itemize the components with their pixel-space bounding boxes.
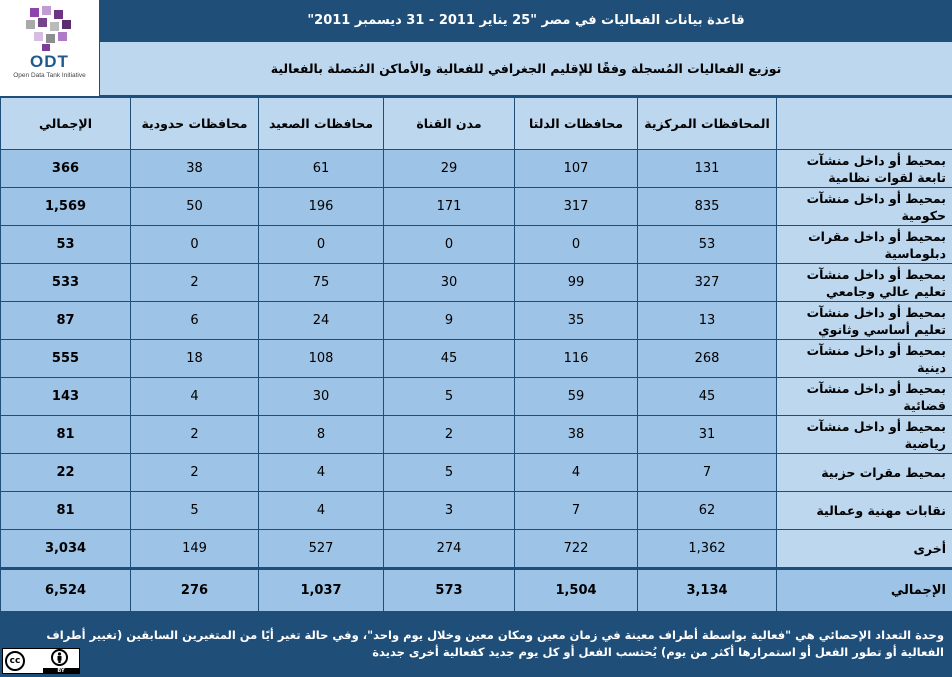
logo-subtitle: Open Data Tank Initiative [13, 72, 86, 79]
table-cell: 29 [384, 150, 515, 188]
table-cell: 2 [384, 416, 515, 454]
table-cell: 18 [131, 340, 259, 378]
events-table [0, 97, 952, 612]
table-cell: 2 [131, 416, 259, 454]
table-cell: 62 [638, 492, 777, 530]
table-cell: 61 [259, 150, 384, 188]
total-cell: 6,524 [1, 569, 131, 612]
table-cell: 116 [515, 340, 638, 378]
table-cell: 24 [259, 302, 384, 340]
table-row [1, 530, 952, 569]
row-label: بمحيط أو داخل منشآت حكومية [777, 188, 952, 226]
row-total-cell: 1,569 [1, 188, 131, 226]
table-cell: 0 [259, 226, 384, 264]
table-row [1, 416, 952, 454]
row-label: بمحيط أو داخل منشآت تابعة لقوات نظامية [777, 150, 952, 188]
table-cell: 2 [131, 264, 259, 302]
column-header: الإجمالي [1, 98, 131, 150]
odt-cubes-icon [22, 4, 77, 52]
table-cell: 50 [131, 188, 259, 226]
table-row [1, 226, 952, 264]
footnote: وحدة التعداد الإحصائي هي "فعالية بواسطة أطراف معينة في زمان معين ومكان معين وخلال يوم واحد"، وفي حالة تغير أيًا من المتغيرين السابقين (تغيير أطراف الفعالية أو تطور الفعل أو استمرارها أكثر من يوم) يُحتسب الفعل أو كل يوم جديد كفعالية أخرى جديدة [46, 628, 944, 659]
table-cell: 3 [384, 492, 515, 530]
table-cell: 4 [259, 454, 384, 492]
total-label: الإجمالي [777, 569, 952, 612]
table-cell: 327 [638, 264, 777, 302]
table-row [1, 150, 952, 188]
row-label: بمحيط أو داخل منشآت تعليم أساسي وثانوي [777, 302, 952, 340]
cc-license-badge [2, 648, 80, 674]
cc-icon: cc [5, 651, 25, 671]
odt-logo [0, 0, 99, 96]
table-cell: 4 [259, 492, 384, 530]
total-cell: 1,504 [515, 569, 638, 612]
table-cell: 75 [259, 264, 384, 302]
table-row [1, 378, 952, 416]
row-total-cell: 53 [1, 226, 131, 264]
corner-cell [777, 98, 952, 150]
table-cell: 722 [515, 530, 638, 569]
person-icon [51, 649, 68, 666]
table-cell: 5 [384, 454, 515, 492]
column-header: مدن القناة [384, 98, 515, 150]
table-cell: 268 [638, 340, 777, 378]
table-cell: 5 [131, 492, 259, 530]
column-header: محافظات الصعيد [259, 98, 384, 150]
total-cell: 1,037 [259, 569, 384, 612]
row-label: بمحيط أو داخل منشآت دينية [777, 340, 952, 378]
column-header: المحافظات المركزية [638, 98, 777, 150]
table-cell: 7 [515, 492, 638, 530]
table-cell: 99 [515, 264, 638, 302]
table-cell: 835 [638, 188, 777, 226]
table-cell: 108 [259, 340, 384, 378]
total-cell: 276 [131, 569, 259, 612]
table-cell: 4 [131, 378, 259, 416]
row-label: بمحيط مقرات حزبية [777, 454, 952, 492]
row-total-cell: 533 [1, 264, 131, 302]
by-label: BY [43, 668, 79, 674]
table-cell: 0 [515, 226, 638, 264]
table-header-row [1, 98, 952, 150]
table-cell: 45 [638, 378, 777, 416]
table-cell: 5 [384, 378, 515, 416]
table-cell: 0 [131, 226, 259, 264]
table-cell: 8 [259, 416, 384, 454]
table-cell: 527 [259, 530, 384, 569]
table-cell: 30 [384, 264, 515, 302]
table-row [1, 188, 952, 226]
table-cell: 31 [638, 416, 777, 454]
table-cell: 53 [638, 226, 777, 264]
grand-total-row [1, 569, 952, 612]
row-total-cell: 22 [1, 454, 131, 492]
table-row [1, 340, 952, 378]
logo-text: ODT [30, 52, 69, 71]
table-cell: 7 [638, 454, 777, 492]
table-cell: 317 [515, 188, 638, 226]
row-label: بمحيط أو داخل منشآت رياضية [777, 416, 952, 454]
row-label: أخرى [777, 530, 952, 569]
column-header: محافظات حدودية [131, 98, 259, 150]
table-subtitle: توزيع الفعاليات المُسجلة وفقًا للإقليم الجغرافي للفعالية والأماكن المُتصلة بالفعالية [100, 42, 952, 95]
table-row [1, 302, 952, 340]
table-cell: 9 [384, 302, 515, 340]
table-row [1, 264, 952, 302]
row-label: بمحيط أو داخل مقرات دبلوماسية [777, 226, 952, 264]
table-cell: 0 [384, 226, 515, 264]
table-row [1, 454, 952, 492]
row-label: نقابات مهنية وعمالية [777, 492, 952, 530]
table-row [1, 492, 952, 530]
table-cell: 59 [515, 378, 638, 416]
table-cell: 38 [131, 150, 259, 188]
table-cell: 13 [638, 302, 777, 340]
table-cell: 45 [384, 340, 515, 378]
row-total-cell: 366 [1, 150, 131, 188]
total-cell: 3,134 [638, 569, 777, 612]
table-cell: 274 [384, 530, 515, 569]
table-cell: 131 [638, 150, 777, 188]
row-total-cell: 3,034 [1, 530, 131, 569]
table-cell: 107 [515, 150, 638, 188]
row-total-cell: 87 [1, 302, 131, 340]
row-total-cell: 81 [1, 416, 131, 454]
table-cell: 6 [131, 302, 259, 340]
table-cell: 35 [515, 302, 638, 340]
table-cell: 30 [259, 378, 384, 416]
row-total-cell: 81 [1, 492, 131, 530]
table-cell: 1,362 [638, 530, 777, 569]
table-cell: 171 [384, 188, 515, 226]
row-label: بمحيط أو داخل منشآت تعليم عالي وجامعي [777, 264, 952, 302]
column-header: محافظات الدلتا [515, 98, 638, 150]
table-cell: 196 [259, 188, 384, 226]
total-cell: 573 [384, 569, 515, 612]
row-total-cell: 143 [1, 378, 131, 416]
table-cell: 2 [131, 454, 259, 492]
row-label: بمحيط أو داخل منشآت قضائية [777, 378, 952, 416]
table-cell: 149 [131, 530, 259, 569]
table-cell: 4 [515, 454, 638, 492]
page-title: قاعدة بيانات الفعاليات في مصر "25 يناير 2011 - 31 ديسمبر 2011" [100, 0, 952, 40]
table-cell: 38 [515, 416, 638, 454]
row-total-cell: 555 [1, 340, 131, 378]
